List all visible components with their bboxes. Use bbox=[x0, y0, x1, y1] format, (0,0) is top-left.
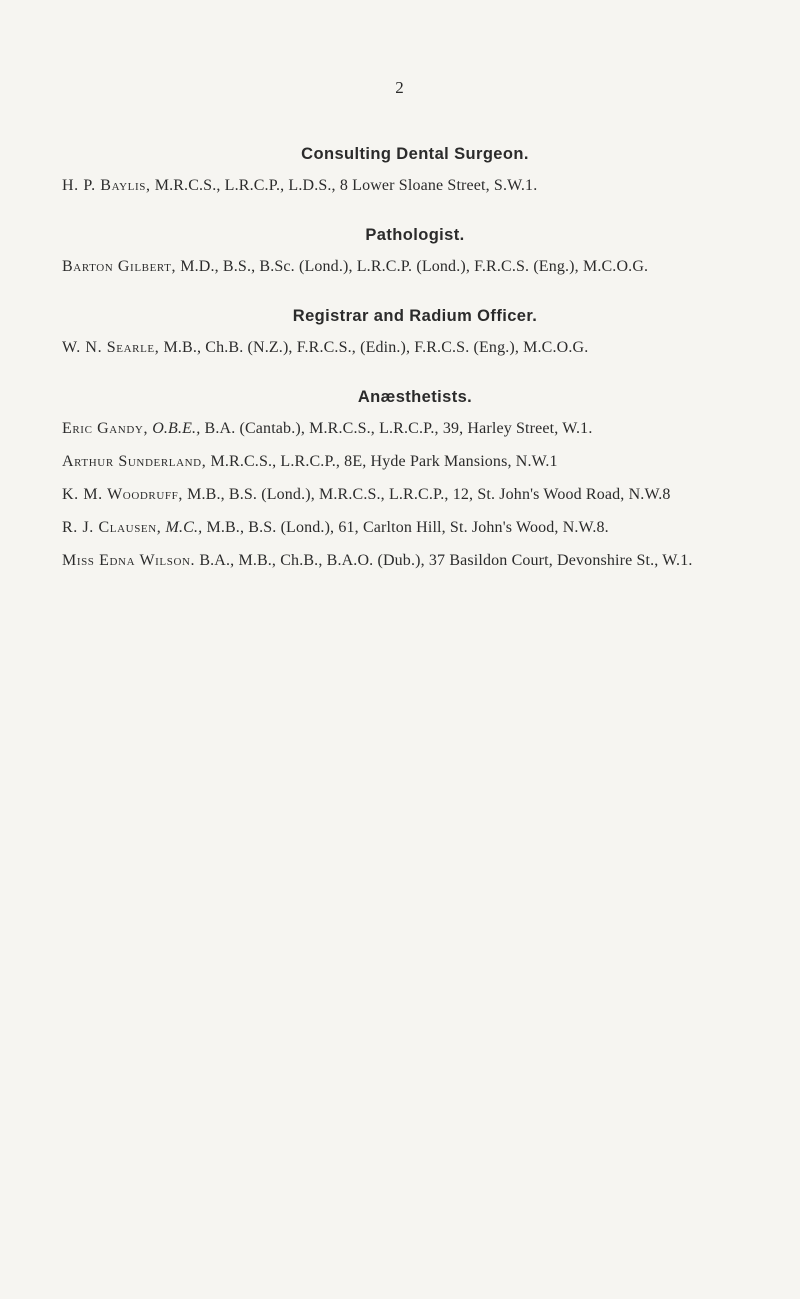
staff-entry bbox=[62, 419, 768, 438]
section-pathologist bbox=[62, 225, 768, 276]
staff-name bbox=[62, 519, 161, 536]
staff-entry bbox=[62, 518, 768, 537]
staff-details: B.A. (Cantab.), M.R.C.S., L.R.C.P., 39, Harley Street, W.1. bbox=[204, 420, 593, 437]
staff-name bbox=[62, 339, 159, 356]
staff-name: Barton Gilbert, bbox=[62, 258, 177, 275]
staff-initials: K. M. bbox=[62, 486, 103, 503]
section-anaesthetists bbox=[62, 387, 768, 570]
staff-details: B.A., M.B., Ch.B., B.A.O. (Dub.), 37 Basildon Court, Devonshire St., W.1. bbox=[199, 552, 693, 569]
staff-entry bbox=[62, 176, 768, 195]
section-registrar bbox=[62, 306, 768, 357]
staff-surname: Edna Wilson. bbox=[99, 552, 196, 569]
staff-entry bbox=[62, 485, 768, 504]
staff-initials: W. N. bbox=[62, 339, 103, 356]
staff-honour: O.B.E., bbox=[152, 420, 201, 437]
staff-initials: H. P. bbox=[62, 177, 96, 194]
staff-details: M.R.C.S., L.R.C.P., 8E, Hyde Park Mansions, N.W.1 bbox=[210, 453, 558, 470]
page-number: 2 bbox=[395, 78, 405, 97]
staff-details: M.B., Ch.B. (N.Z.), F.R.C.S., (Edin.), F.R.C.S. (Eng.), M.C.O.G. bbox=[163, 339, 589, 356]
staff-honour: M.C., bbox=[165, 519, 203, 536]
staff-details: M.D., B.S., B.Sc. (Lond.), L.R.C.P. (Lond.), F.R.C.S. (Eng.), M.C.O.G. bbox=[180, 258, 649, 275]
staff-surname: Baylis, bbox=[100, 177, 151, 194]
section-heading: Pathologist. bbox=[365, 226, 465, 244]
staff-name bbox=[62, 177, 151, 194]
staff-name: Eric Gandy, bbox=[62, 420, 149, 437]
staff-details: M.R.C.S., L.R.C.P., L.D.S., 8 Lower Sloane Street, S.W.1. bbox=[154, 177, 538, 194]
staff-name bbox=[62, 486, 183, 503]
staff-details: M.B., B.S. (Lond.), M.R.C.S., L.R.C.P., 12, St. John's Wood Road, N.W.8 bbox=[187, 486, 671, 503]
staff-title: Miss bbox=[62, 552, 95, 569]
section-heading: Consulting Dental Surgeon. bbox=[301, 145, 529, 163]
staff-name: Arthur Sunderland, bbox=[62, 453, 207, 470]
staff-entry bbox=[62, 551, 768, 570]
staff-name bbox=[62, 552, 195, 569]
staff-surname: Woodruff, bbox=[107, 486, 183, 503]
staff-entry bbox=[62, 452, 768, 471]
staff-surname: Searle, bbox=[106, 339, 160, 356]
section-heading: Anæsthetists. bbox=[357, 388, 473, 406]
staff-entry bbox=[62, 338, 768, 357]
staff-surname: Clausen, bbox=[98, 519, 162, 536]
staff-entry bbox=[62, 257, 768, 276]
staff-initials: R. J. bbox=[62, 519, 94, 536]
section-heading: Registrar and Radium Officer. bbox=[292, 307, 538, 325]
section-consulting-dental-surgeon bbox=[62, 144, 768, 195]
staff-list bbox=[62, 144, 768, 584]
staff-details: M.B., B.S. (Lond.), 61, Carlton Hill, St. John's Wood, N.W.8. bbox=[206, 519, 609, 536]
